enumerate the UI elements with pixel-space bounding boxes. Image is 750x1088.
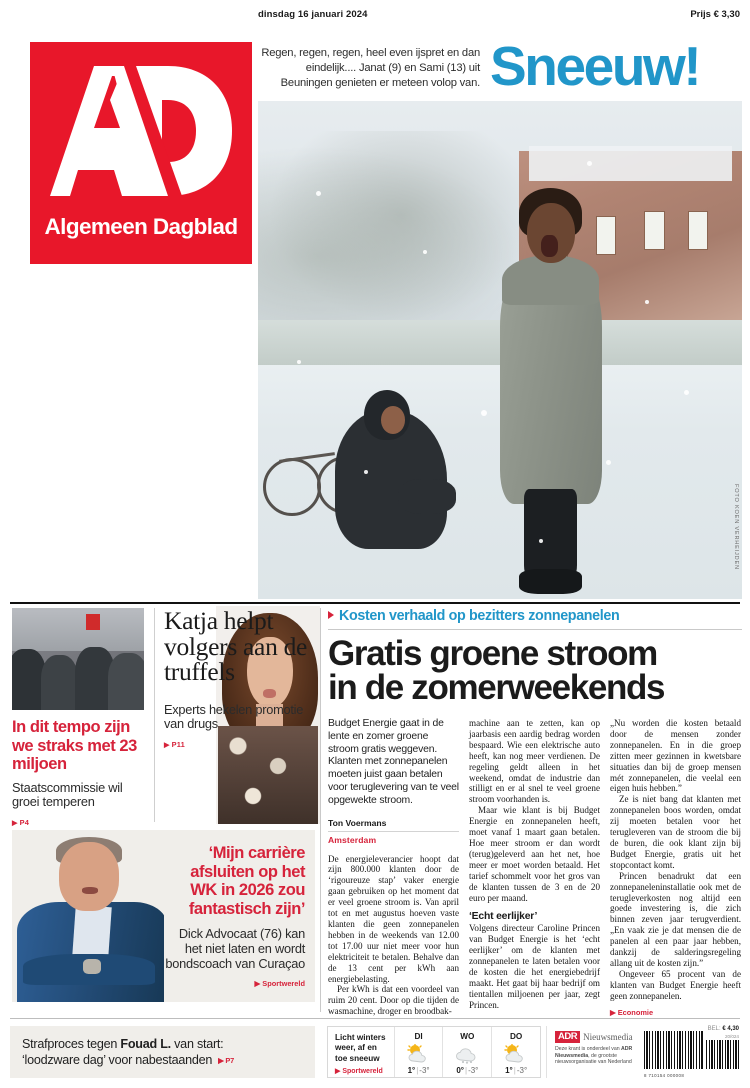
hero-photo	[258, 101, 742, 599]
hero-divider	[10, 602, 740, 604]
main-article[interactable]	[328, 608, 742, 1017]
adr-note	[555, 1046, 639, 1066]
cover-price: Prijs € 3,30	[690, 9, 740, 20]
article-paragraph: Ze is niet bang dat klanten met zonnepanelen boos worden, omdat zij moeten betalen voor het terugleveren van de stroom die bij de buren, die ook klant zijn bij Budget Energie, gratis uit het stopcontact komt.	[610, 794, 741, 870]
snow-cloud-icon	[443, 1043, 491, 1065]
weather-day-name: DI	[414, 1032, 423, 1041]
article-paragraph: Ongeveer 65 procent van de klanten van Budget Energie heeft geen zonnepanelen.	[610, 968, 741, 1001]
weather-day-1	[442, 1027, 491, 1077]
story-population-subhead: Staatscommissie wil groei temperen	[12, 779, 123, 810]
sun-cloud-icon	[395, 1043, 443, 1065]
barcode-digits: 8 710154 000008	[644, 1073, 685, 1078]
bottom-teaser-line-2	[22, 1052, 315, 1069]
hero-banner	[258, 35, 742, 100]
adr-note-pre: Deze krant is onderdeel van	[555, 1046, 622, 1052]
article-paragraph: Maar wie klant is bij Budget Energie en zonnepanelen heeft, moet vanaf 1 maart gaan betalen. Hoe meer stroom er dan wordt (terug)geleverd aan het net, hoe meer er moet worden betaald. Het tarief schommelt voor het gros van de klanten tussen de 3 en de 20 euro per maand.	[469, 805, 600, 903]
teaser-post: van start:	[170, 1036, 224, 1051]
story-katja-subhead: Experts hekelen promotie van drugs	[164, 701, 304, 732]
teaser-bold: Fouad L.	[120, 1036, 171, 1051]
photo-window	[644, 211, 664, 251]
story-population-headline: In dit tempo zijn we straks met 23 miljoen	[12, 718, 137, 773]
teaser-line2-text: ‘loodzware dag’ voor nabestaanden	[22, 1052, 213, 1067]
triangle-icon: ▶	[610, 1007, 616, 1017]
story-advocaat-pageref[interactable]: ▶ Sportwereld	[254, 979, 305, 989]
weather-low: -3°	[468, 1066, 479, 1075]
adr-mark: ADR	[555, 1031, 580, 1043]
photo-credit: FOTO KOEN VERHEIJDEN	[733, 484, 739, 570]
story-katja[interactable]	[164, 608, 315, 826]
photo-window	[688, 211, 708, 251]
weather-low: -3°	[516, 1066, 528, 1075]
weather-temps: 1°|-3°	[505, 1066, 528, 1075]
crowd-demonstration-photo	[12, 608, 144, 710]
adr-publisher-block	[546, 1026, 650, 1078]
article-body-3	[610, 718, 741, 1002]
kicker-divider	[328, 629, 742, 630]
photo-girl-mouth	[541, 235, 557, 257]
article-paragraph: machine aan te zetten, kan op jaarbasis een aardig bedrag worden bespaard. Wie een elektrische auto heeft, kan nog meer verdienen. De regeling geldt alleen in het weekend, omdat de industrie dan stilligt en er al snel te veel groene stroom voorhanden is.	[469, 718, 600, 805]
story-population[interactable]	[12, 608, 144, 827]
article-column-1	[328, 718, 459, 1017]
main-article-columns	[328, 718, 742, 1017]
weather-high: 1°	[505, 1066, 513, 1075]
weather-summary-line-2: weer, af en	[335, 1043, 377, 1053]
column-divider	[154, 608, 155, 822]
main-column-divider	[320, 608, 321, 1012]
barcode-secondary-icon	[706, 1040, 740, 1069]
left-column	[12, 606, 315, 989]
belgium-price-value: € 4,30	[722, 1026, 739, 1032]
photo-child-face	[381, 406, 405, 434]
story-advocaat-text	[163, 844, 305, 988]
sun-cloud-icon	[492, 1043, 540, 1065]
hero-kicker-text: Regen, regen, regen, heel even ijspret en dan eindelijk.... Janat (9) en Sami (13) uit Beuningen genieten er meteen volop van.	[261, 47, 480, 90]
top-header-bar	[0, 0, 750, 32]
weather-day-name: WO	[460, 1032, 475, 1041]
story-katja-pageref[interactable]: ▶ P11	[164, 740, 185, 750]
headline-line-1: Gratis groene stroom	[328, 634, 657, 673]
article-dateline: Amsterdam	[328, 834, 377, 845]
story-advocaat[interactable]	[12, 830, 315, 1002]
article-intro: Budget Energie gaat in de lente en zomer groene stroom gratis weggeven. Klanten met zonnepanelen moeten juist gaan betalen voor teruglevering van te veel opgewekte stroom.	[328, 718, 459, 806]
story-katja-headline: Katja helpt volgers aan de truffels	[164, 606, 308, 686]
headline-line-2: in de zomerweekends	[328, 668, 665, 707]
photo-girl-boots	[519, 569, 582, 594]
article-subheading: ‘Echt eerlijker’	[469, 911, 538, 923]
byline-divider	[328, 831, 459, 832]
weather-day-2	[491, 1027, 540, 1077]
teaser-pre: Strafproces tegen	[22, 1036, 121, 1051]
weather-day-0	[394, 1027, 443, 1077]
weather-high: 1°	[407, 1066, 416, 1075]
article-section-ref[interactable]: ▶ Economie	[610, 1007, 654, 1017]
main-article-kicker: Kosten verhaald op bezitters zonnepanelen	[328, 608, 742, 629]
bottom-teaser[interactable]	[10, 1026, 315, 1078]
article-paragraph: Princen benadrukt dat een zonnepaneleninstallatie ook met de terugleverkosten nog altijd een goede investering is, die zich binnen zeven jaar terugverdient. „En vaak zie je dat mensen die de panelen al een paar jaar hebben, dankzij de salderingsregeling allang uit de kosten zijn.”	[610, 870, 741, 968]
weather-summary-line-3: toe sneeuw	[335, 1053, 380, 1063]
adr-wordmark: Nieuwsmedia	[583, 1032, 633, 1042]
article-paragraph: Per kWh is dat een voordeel van ruim 20 cent. Door op die tijden de wasmachine, droger en broodbak-	[328, 984, 459, 1017]
weather-section-ref[interactable]: ▶ Sportwereld	[335, 1068, 383, 1076]
weather-summary	[328, 1027, 394, 1077]
story-population-pageref[interactable]: ▶ P4	[12, 818, 30, 828]
adr-note-bold: ADR Nieuwsmedia	[555, 1046, 633, 1059]
weather-summary-line-1: Licht winters	[335, 1033, 386, 1042]
article-byline: Ton Voermans	[328, 817, 387, 828]
article-body-2	[469, 718, 600, 903]
weather-low: -3°	[419, 1066, 430, 1075]
bottom-divider	[10, 1018, 740, 1019]
triangle-icon	[328, 611, 334, 619]
photo-window	[596, 216, 616, 256]
story-advocaat-headline: ‘Mijn carrière afsluiten op het WK in 2026 zou fantastisch zijn’	[188, 844, 305, 918]
triangle-icon: ▶	[254, 979, 261, 989]
masthead-logo-block[interactable]	[30, 42, 252, 264]
photo-house-roof	[529, 146, 732, 181]
bottom-teaser-pageref[interactable]: ▶ P7	[218, 1055, 234, 1065]
article-body-1	[328, 854, 459, 1018]
adr-note-post: , de grootste nieuwsorganisatie van Nederland	[555, 1052, 632, 1066]
barcode-block	[644, 1026, 740, 1078]
article-column-2	[469, 718, 600, 1017]
bottom-teaser-line-1	[22, 1036, 315, 1052]
photo-girl-hood	[502, 255, 599, 305]
bottom-strip	[10, 1026, 740, 1078]
dick-advocaat-portrait-photo	[14, 830, 164, 1002]
story-advocaat-subhead: Dick Advocaat (76) kan het niet laten en wordt bondscoach van Curaçao	[165, 926, 305, 971]
barcode-icon	[644, 1031, 704, 1069]
masthead-title: Algemeen Dagblad	[44, 214, 238, 239]
belgium-price	[708, 1026, 739, 1032]
main-article-headline	[328, 634, 742, 707]
article-paragraph: De energieleverancier hoopt dat zijn 800.000 klanten door de ‘rigoureuze stap’ vaker energie gaan gebruiken op het moment dat er veel groene stroom is. Van april tot en met augustus hoeven vaste klanten die geen zonnepanelen hebben in de weekends van 12.00 tot 17.00 uur niet meer voor hun elektriciteit te betalen. Behalve dan de 13 cent per kWh aan energiebelasting.	[328, 853, 459, 984]
issue-number: 20/024	[724, 1034, 739, 1039]
hero-title: Sneeuw!	[490, 35, 700, 97]
photo-child-arm	[398, 479, 456, 514]
weather-temps: 1°|-3°	[407, 1066, 430, 1075]
article-column-3	[610, 718, 741, 1017]
weather-temps: 0°|-3°	[456, 1066, 479, 1075]
article-paragraph: Volgens directeur Caroline Princen van Budget Energie is het ‘echt eerlijker’ om de klanten met zonnepanelen te laten betalen voor de kosten die het energiebedrijf maakt. Het gaat bij haar bedrijf om tientallen miljoenen per jaar, zegt Princen.	[469, 923, 600, 1010]
article-body-2b	[469, 923, 600, 1010]
article-paragraph: „Nu worden die kosten betaald door de mensen zonder zonnepanelen. En in die groep zitten meer gezinnen in kwetsbare situaties dan bij de groep mensen mét zonnepanelen, die veelal een eigen huis hebben.”	[610, 718, 741, 794]
adr-logo	[555, 1031, 650, 1043]
belgium-price-label: BEL:	[707, 1026, 721, 1032]
triangle-icon: ▶	[164, 742, 170, 750]
left-top-row	[12, 608, 315, 826]
publication-date: dinsdag 16 januari 2024	[258, 9, 368, 20]
triangle-icon: ▶	[12, 820, 18, 828]
weather-high: 0°	[456, 1066, 464, 1075]
weather-widget[interactable]	[327, 1026, 541, 1078]
ad-logo-icon	[30, 56, 252, 206]
weather-day-name: DO	[509, 1032, 523, 1041]
